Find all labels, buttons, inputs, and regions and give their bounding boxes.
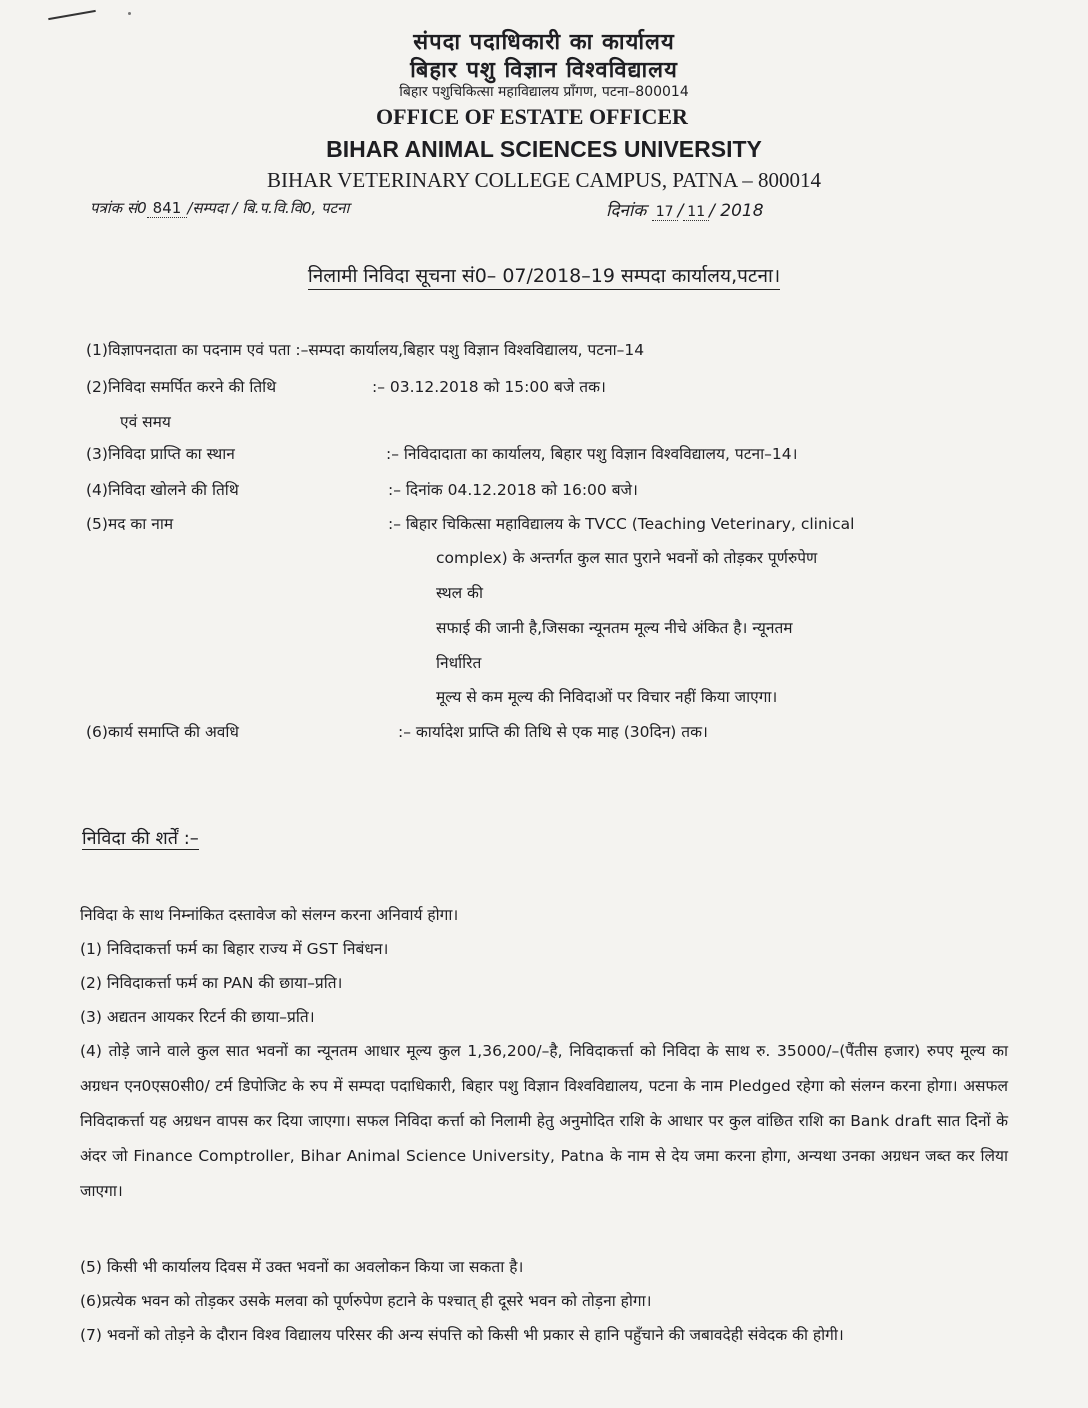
hindi-university-title: बिहार पशु विज्ञान विश्वविद्यालय <box>410 58 678 83</box>
date-day: 17 <box>652 204 678 221</box>
condition-3: (3) अद्यतन आयकर रिटर्न की छाया–प्रति। <box>80 1008 315 1026</box>
date-year: / 2018 <box>709 201 764 221</box>
item-2-label-cont: एवं समय <box>120 413 171 431</box>
item-3-label: (3)निविदा प्राप्ति का स्थान <box>86 445 235 463</box>
item-5-value: :– बिहार चिकित्सा महाविद्यालय के TVCC (Teaching Veterinary, clinical <box>388 515 855 533</box>
reference-handwritten-number: 841 <box>147 199 188 218</box>
english-office-title: OFFICE OF ESTATE OFFICER <box>376 104 688 129</box>
condition-1: (1) निविदाकर्त्ता फर्म का बिहार राज्य में GST निबंधन। <box>80 940 389 958</box>
conditions-intro: निविदा के साथ निम्नांकित दस्तावेज को संलग्न करना अनिवार्य होगा। <box>80 906 459 924</box>
item-2-label: (2)निविदा समर्पित करने की तिथि <box>86 378 277 396</box>
english-address: BIHAR VETERINARY COLLEGE CAMPUS, PATNA – 800014 <box>266 168 822 192</box>
condition-2: (2) निविदाकर्त्ता फर्म का PAN की छाया–प्रति। <box>80 974 343 992</box>
document-page: संपदा पदाधिकारी का कार्यालय बिहार पशु विज्ञान विश्वविद्यालय बिहार पशुचिकित्सा महाविद्यालय प्रॉंगण, पटना–800014 OFFICE OF ESTATE OFFICER BIHAR ANIMAL SCIENCES UNIVERSITY BIHAR VETERINARY COLLEGE CAMPUS, PATNA – 800014 पत्रांक सं0 841 /सम्पदा / बि.प.वि.वि0, पटना दिनांक 17 / 11 / 2018 निलामी निविदा सूचना सं0– 07/2018–19 सम्पदा कार्यालय,पटना। (1)विज्ञापनदाता का पदनाम एवं पता :–सम्पदा कार्यालय,बिहार पशु विज्ञान विश्वविद्यालय, पटना–14 (2)निविदा समर्पित करने की तिथि :– 03.12.2018 को 15:00 बजे तक। एवं समय (3)निविदा प्राप्ति का स्थान :– निविदादाता का कार्यालय, बिहार पशु विज्ञान विश्वविद्यालय, पटना–14। (4)निविदा खोलने की तिथि :– दिनांक 04.12.2018 को 16:00 बजे। (5)मद का नाम :– बिहार चिकित्सा महाविद्यालय के TVCC (Teaching Veterinary, clinical complex) के अन्तर्गत कुल सात पुराने भवनों को तोड़कर पूर्णरुपेण स्थल की सफाई की जानी है,जिसका न्यूनतम मूल्य नीचे अंकित है। न्यूनतम निर्धारित मूल्य से कम मूल्य की निविदाओं पर विचार नहीं किया जाएगा। (6)कार्य समाप्ति की अवधि :– कार्यादेश प्राप्ति की तिथि से एक माह (30दिन) तक। निविदा की शर्तें :– निविदा के साथ निम्नांकित दस्तावेज को संलग्न करना अनिवार्य होगा। (1) निविदाकर्त्ता फर्म का बिहार राज्य में GST निबंधन। (2) निविदाकर्त्ता फर्म का PAN की छाया–प्रति। (3) अद्यतन आयकर रिटर्न की छाया–प्रति। (4) तोड़े जाने वाले कुल सात भवनों का न्यूनतम आधार मूल्य कुल 1,36,200/–है, निविदाकर्त्ता को निविदा के साथ रु. 35000/–(पैंतीस हजार) रुपए मूल्य का अग्रधन एन0एस0सी0/ टर्म डिपोजिट के रुप में सम्पदा पदाधिकारी, बिहार पशु विज्ञान विश्वविद्यालय, पटना के नाम Pledged रहेगा को संलग्न करना होगा। असफल निविदाकर्त्ता यह अग्रधन वापस कर दिया जाएगा। सफल निविदा कर्त्ता को निलामी हेतु अनुमोदित राशि के आधार पर कुल वांछित राशि का Bank draft सात दिनों के अंदर जो Finance Comptroller, Bihar Animal Science University, Patna के नाम से देय जमा करना होगा, अन्यथा उनका अग्रधन जब्त कर लिया जाएगा। (5) किसी भी कार्यालय दिवस में उक्त भवनों का अवलोकन किया जा सकता है। (6)प्रत्येक भवन को तोड़कर उसके मलवा को पूर्णरुपेण हटाने के पश्चात् ही दूसरे भवन को तोड़ना होगा। (7) भवनों को तोड़ने के दौरान विश्व विद्यालय परिसर की अन्य संपत्ति को किसी भी प्रकार से हानि पहुँचाने की जबावदेही संवेदक की होगी। <box>0 0 1088 1408</box>
reference-label: पत्रांक सं0 <box>90 199 147 217</box>
condition-5: (5) किसी भी कार्यालय दिवस में उक्त भवनों का अवलोकन किया जा सकता है। <box>80 1258 524 1276</box>
condition-7: (7) भवनों को तोड़ने के दौरान विश्व विद्यालय परिसर की अन्य संपत्ति को किसी भी प्रकार से हानि पहुँचाने की जबावदेही संवेदक की होगी। <box>80 1326 844 1344</box>
notice-title: निलामी निविदा सूचना सं0– 07/2018–19 सम्पदा कार्यालय,पटना। <box>0 262 1088 288</box>
scan-mark <box>48 10 96 20</box>
item-2-value: :– 03.12.2018 को 15:00 बजे तक। <box>372 378 606 396</box>
scan-dot <box>128 12 131 15</box>
letter-date: दिनांक 17 / 11 / 2018 <box>606 201 764 221</box>
item-1-text: (1)विज्ञापनदाता का पदनाम एवं पता :–सम्पदा कार्यालय,बिहार पशु विज्ञान विश्वविद्यालय, पटना–14 <box>86 341 645 359</box>
item-5-label: (5)मद का नाम <box>86 515 174 533</box>
date-label: दिनांक <box>606 201 647 221</box>
item-3-value: :– निविदादाता का कार्यालय, बिहार पशु विज्ञान विश्वविद्यालय, पटना–14। <box>386 445 798 463</box>
item-4-value: :– दिनांक 04.12.2018 को 16:00 बजे। <box>388 481 638 499</box>
condition-6: (6)प्रत्येक भवन को तोड़कर उसके मलवा को पूर्णरुपेण हटाने के पश्चात् ही दूसरे भवन को तोड़ना होगा। <box>80 1292 652 1310</box>
hindi-address: बिहार पशुचिकित्सा महाविद्यालय प्रॉंगण, पटना–800014 <box>399 84 689 100</box>
item-6-value: :– कार्यादेश प्राप्ति की तिथि से एक माह (30दिन) तक। <box>398 723 708 741</box>
conditions-heading: निविदा की शर्तें :– <box>82 828 199 849</box>
reference-number <box>90 198 349 218</box>
item-6-label: (6)कार्य समाप्ति की अवधि <box>86 723 239 741</box>
date-month: 11 <box>683 204 709 221</box>
english-university-title: BIHAR ANIMAL SCIENCES UNIVERSITY <box>326 136 762 162</box>
hindi-office-title: संपदा पदाधिकारी का कार्यालय <box>413 30 675 55</box>
reference-suffix: /सम्पदा / बि.प.वि.वि0, पटना <box>187 199 350 217</box>
item-4-label: (4)निविदा खोलने की तिथि <box>86 481 239 499</box>
condition-4: (4) तोड़े जाने वाले कुल सात भवनों का न्यूनतम आधार मूल्य कुल 1,36,200/–है, निविदाकर्त्ता को निविदा के साथ रु. 35000/–(पैंतीस हजार) रुपए मूल्य का अग्रधन एन0एस0सी0/ टर्म डिपोजिट के रुप में सम्पदा पदाधिकारी, बिहार पशु विज्ञान विश्वविद्यालय, पटना के नाम Pledged रहेगा को संलग्न करना होगा। असफल निविदाकर्त्ता यह अग्रधन वापस कर दिया जाएगा। सफल निविदा कर्त्ता को निलामी हेतु अनुमोदित राशि के आधार पर कुल वांछित राशि का Bank draft सात दिनों के अंदर जो Finance Comptroller, Bihar Animal Science University, Patna के नाम से देय जमा करना होगा, अन्यथा उनका अग्रधन जब्त कर लिया जाएगा। <box>80 1042 1008 1200</box>
